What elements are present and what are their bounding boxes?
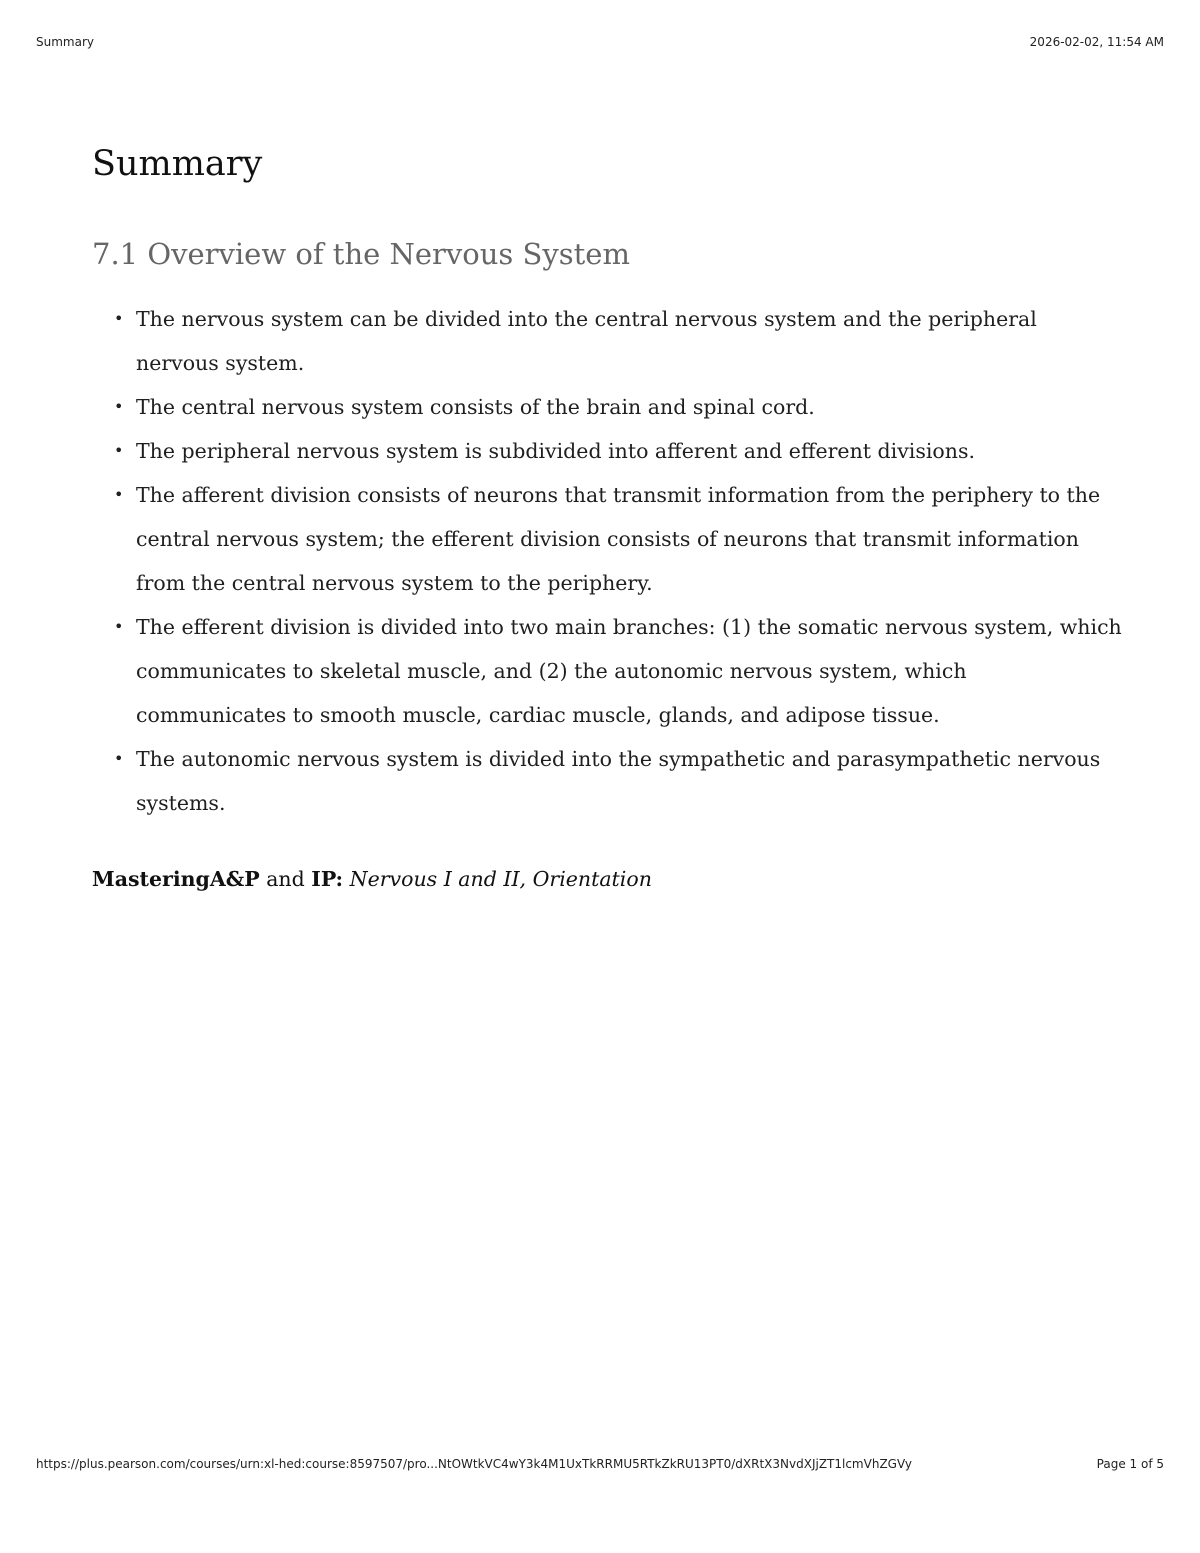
resource-mastering-label: MasteringA&P: [92, 867, 260, 891]
list-item-text: The peripheral nervous system is subdivided into afferent and efferent divisions.: [136, 439, 975, 463]
list-item-text: The nervous system can be divided into the central nervous system and the peripheral nervous system.: [136, 307, 1037, 375]
list-item-text: The autonomic nervous system is divided into the sympathetic and parasympathetic nervous systems.: [136, 747, 1101, 815]
list-item-text: The central nervous system consists of the brain and spinal cord.: [136, 395, 815, 419]
resources-line: [92, 863, 1122, 895]
page-title: Summary: [92, 144, 263, 184]
resource-ip-label: IP:: [311, 867, 344, 891]
summary-list: [92, 297, 1122, 825]
list-item: [114, 297, 1122, 385]
bullet-icon: •: [114, 441, 124, 460]
print-footer-url: https://plus.pearson.com/courses/urn:xl-hed:course:8597507/pro...NtOWtkVC4wY3k4M1UxTkRRMU5RTkZkRU13PT0/dXRtX3NvdXJjZT1lcmVhZGVy: [36, 1457, 912, 1471]
bullet-icon: •: [114, 309, 124, 328]
list-item: [114, 429, 1122, 473]
print-header-datetime: 2026-02-02, 11:54 AM: [1029, 35, 1164, 49]
list-item: [114, 385, 1122, 429]
bullet-icon: •: [114, 617, 124, 636]
list-item: [114, 737, 1122, 825]
list-item-text: The efferent division is divided into two main branches: (1) the somatic nervous system, which communicates to skeletal muscle, and (2) the autonomic nervous system, which communicates to smooth muscle, cardiac muscle, glands, and adipose tissue.: [136, 615, 1122, 727]
section-heading: 7.1 Overview of the Nervous System: [92, 237, 630, 271]
document-content: [92, 140, 1122, 916]
resource-topics: Nervous I and II, Orientation: [349, 867, 652, 891]
list-item-text: The afferent division consists of neurons that transmit information from the periphery to the central nervous system; the efferent division consists of neurons that transmit information from the central nervous system to the periphery.: [136, 483, 1101, 595]
list-item: [114, 473, 1122, 605]
bullet-icon: •: [114, 485, 124, 504]
resource-connector: and: [259, 867, 312, 891]
print-header-title: Summary: [36, 35, 94, 49]
bullet-icon: •: [114, 397, 124, 416]
bullet-icon: •: [114, 749, 124, 768]
list-item: [114, 605, 1122, 737]
print-footer-page-number: Page 1 of 5: [1096, 1457, 1164, 1471]
